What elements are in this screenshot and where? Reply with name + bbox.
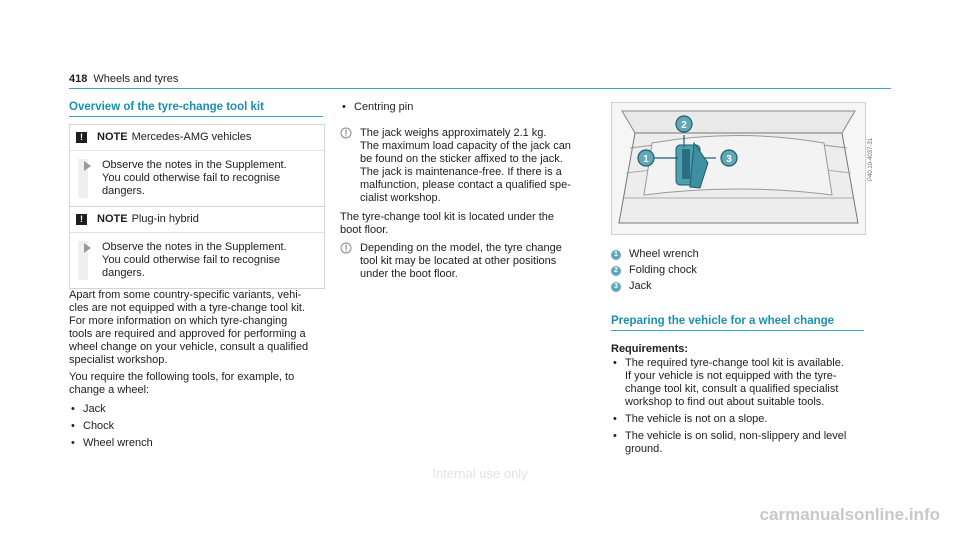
note-label: NOTE xyxy=(97,131,128,143)
note-box-amg xyxy=(69,124,325,207)
list-item: • Jack xyxy=(69,403,319,416)
callout-label: Folding chock xyxy=(629,264,697,276)
requirements-label: Requirements: xyxy=(611,343,689,355)
list-item: • The vehicle is not on a slope. xyxy=(611,413,881,426)
list-item: • Chock xyxy=(69,420,319,433)
note-text: Observe the notes in the Supplement. You could otherwise fail to recognise dangers. xyxy=(102,241,287,279)
list-item: • Wheel wrench xyxy=(69,437,319,450)
info-text: The jack weighs approximately 2.1 kg. The maximum load capacity of the jack can be found on the sticker affixed to the jack. The jack is maintenance-free. If there is a malfunction, please contact a qualified spe- cialist workshop. xyxy=(360,127,571,204)
site-watermark: carmanualsonline.info xyxy=(759,505,940,524)
note-header xyxy=(70,207,324,233)
note-subject: Plug-in hybrid xyxy=(131,213,199,225)
callout-label: Wheel wrench xyxy=(629,248,699,260)
note-label: NOTE xyxy=(97,213,128,225)
trunk-illustration xyxy=(611,102,874,235)
arrow-right-icon xyxy=(84,243,91,253)
svg-text:2: 2 xyxy=(681,120,687,131)
warning-icon: ! xyxy=(76,132,87,143)
callout-label: Jack xyxy=(629,280,652,292)
page-header xyxy=(69,73,178,86)
note-side-bar xyxy=(78,241,88,280)
tools-list-continued xyxy=(340,101,590,118)
callout-legend xyxy=(611,248,851,296)
info-text: Depending on the model, the tyre change tool kit may be located at other positions under the boot floor. xyxy=(360,242,562,280)
note-header xyxy=(70,125,324,151)
callout-number: 2 xyxy=(611,266,621,276)
svg-text:3: 3 xyxy=(726,154,732,165)
figure-code: P40.10-4037-31 xyxy=(867,137,874,182)
tools-list xyxy=(69,403,319,454)
svg-text:1: 1 xyxy=(643,154,649,165)
list-item: • The vehicle is on solid, non-slippery and level ground. xyxy=(611,430,881,456)
chapter-title: Wheels and tyres xyxy=(93,73,179,85)
legend-item xyxy=(611,248,851,261)
warning-icon: ! xyxy=(76,214,87,225)
info-icon xyxy=(340,242,352,254)
info-note-jack xyxy=(340,127,595,205)
note-text: Observe the notes in the Supplement. You could otherwise fail to recognise dangers. xyxy=(102,159,287,197)
callout-number: 1 xyxy=(611,250,621,260)
section-rule xyxy=(611,330,864,331)
callout-marker-1 xyxy=(638,150,654,166)
tools-paragraph: You require the following tools, for example, to change a wheel: xyxy=(69,371,295,396)
note-box-hybrid xyxy=(69,206,325,289)
section-title-overview: Overview of the tyre-change tool kit xyxy=(69,101,264,113)
info-note-location xyxy=(340,242,595,281)
header-divider xyxy=(69,88,891,89)
section-rule xyxy=(69,116,323,117)
info-icon xyxy=(340,127,352,139)
arrow-right-icon xyxy=(84,161,91,171)
legend-item xyxy=(611,264,851,277)
page-number: 418 xyxy=(69,73,88,85)
section-title-preparing: Preparing the vehicle for a wheel change xyxy=(611,315,835,327)
list-item: • The required tyre-change tool kit is available. If your vehicle is not equipped with the tyre- change tool kit, consult a qualified specialist workshop to find out about suitable tools. xyxy=(611,357,881,409)
intro-paragraph: Apart from some country-specific variants, vehi- cles are not equipped with a tyre-change tool kit. For more information on which tyre-changing tools are required and approved for performing a wheel change on your vehicle, consult a qualified specialist workshop. xyxy=(69,289,309,366)
callout-marker-3 xyxy=(721,150,737,166)
note-body xyxy=(70,233,324,288)
callout-marker-2 xyxy=(676,116,692,132)
note-side-bar xyxy=(78,159,88,198)
callout-number: 3 xyxy=(611,282,621,292)
requirements-list xyxy=(611,357,881,460)
note-body xyxy=(70,151,324,206)
watermark: Internal use only xyxy=(432,466,528,481)
note-subject: Mercedes-AMG vehicles xyxy=(131,131,252,143)
boot-tool-kit-drawing xyxy=(612,103,865,234)
legend-item xyxy=(611,280,851,293)
list-item: • Centring pin xyxy=(340,101,590,114)
location-paragraph: The tyre-change tool kit is located under the boot floor. xyxy=(340,211,555,236)
